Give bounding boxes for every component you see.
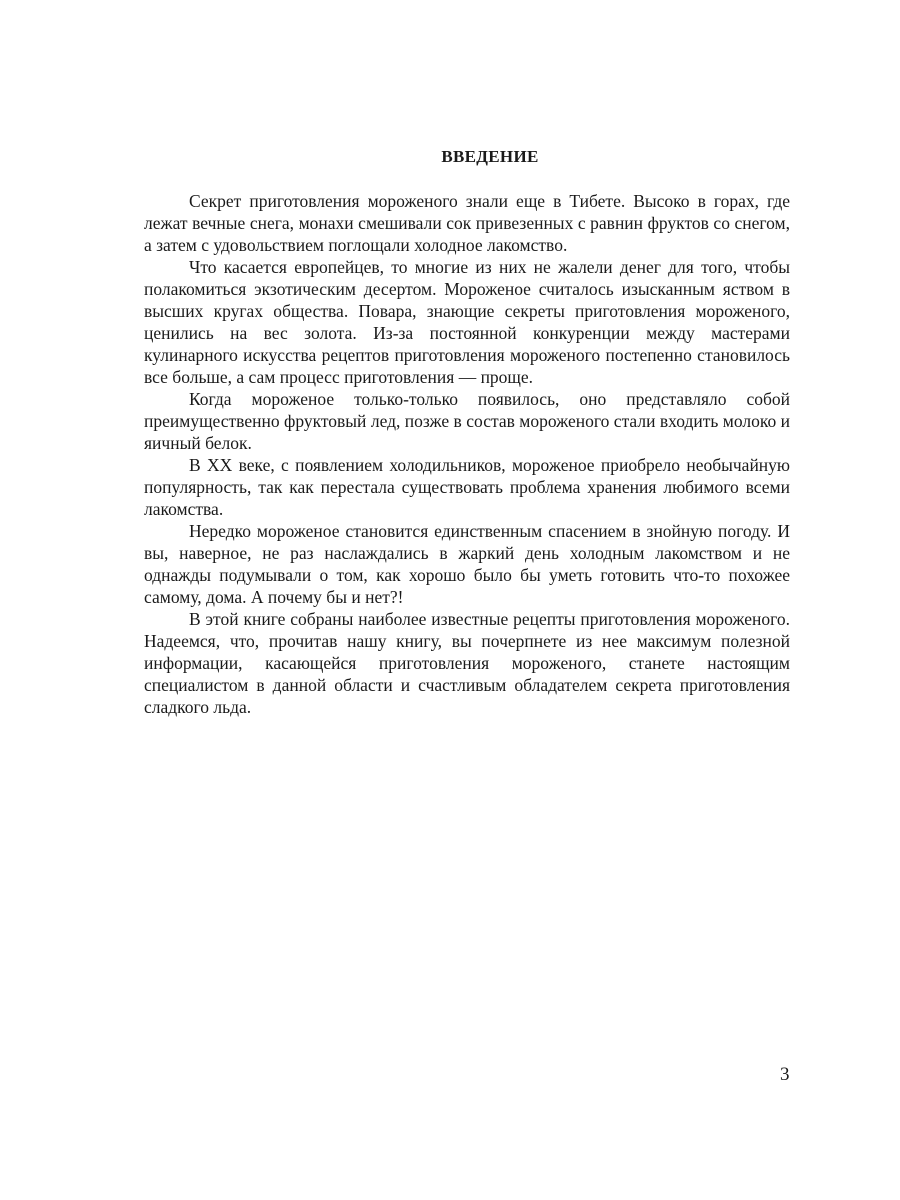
paragraph: Что касается европейцев, то многие из них не жалели денег для того, чтобы полакомиться экзотическим десертом. Мороженое считалось изысканным яством в высших кругах общества. Повара, знающие секреты приготовления мороженого, ценились на вес золота. Из-за постоянной конкуренции между мастерами кулинарного искусства рецептов приготовления мороженого постепенно становилось все больше, а сам процесс приготовления — проще. [144,257,790,387]
body-text [144,190,790,718]
paragraph: В этой книге собраны наиболее известные рецепты приготовления мороженого. Надеемся, что, прочитав нашу книгу, вы почерпнете из нее максимум полезной информации, касающейся приготовления мороженого, станете настоящим специалистом в данной области и счастливым обладателем секрета приготовления сладкого льда. [144,609,790,717]
paragraph: Секрет приготовления мороженого знали еще в Тибете. Высоко в горах, где лежат вечные снега, монахи смешивали сок привезенных с равнин фруктов со снегом, а затем с удовольствием поглощали холодное лакомство. [144,191,790,255]
paragraph: В XX веке, с появлением холодильников, мороженое приобрело необычайную популярность, так как перестала существовать проблема хранения любимого всеми лакомства. [144,455,790,519]
page-title: ВВЕДЕНИЕ [441,147,539,166]
paragraph: Когда мороженое только-только появилось, оно представляло собой преимущественно фруктовый лед, позже в состав мороженого стали входить молоко и яичный белок. [144,389,790,453]
page-number: 3 [780,1064,790,1085]
paragraph: Нередко мороженое становится единственным спасением в знойную погоду. И вы, наверное, не раз наслаждались в жаркий день холодным лакомством и не однажды подумывали о том, как хорошо было бы уметь готовить что-то похожее самому, дома. А почему бы и нет?! [144,521,790,607]
